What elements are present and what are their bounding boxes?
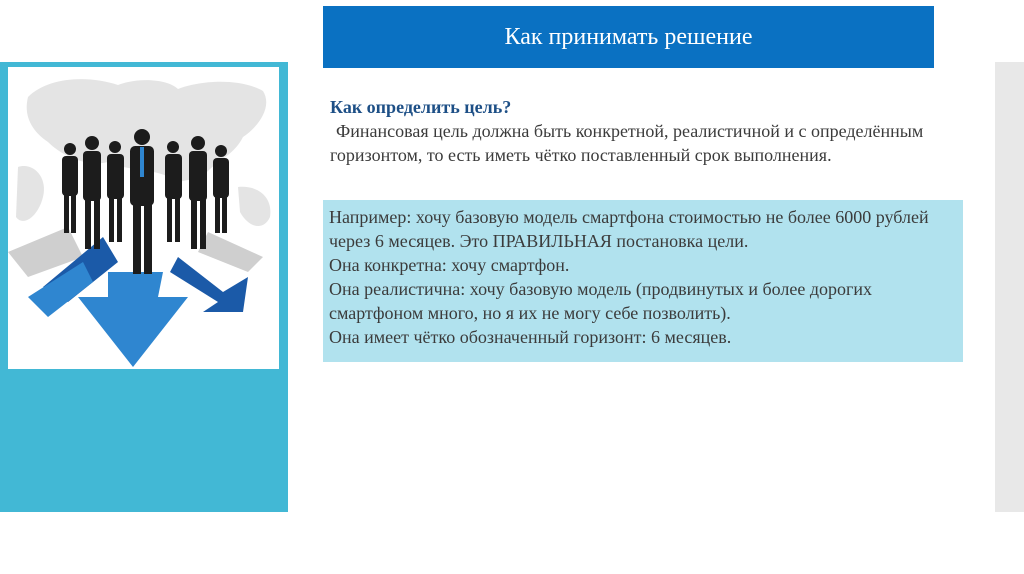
- goal-definition-paragraph: Финансовая цель должна быть конкретной, реалистичной и с определённым горизонтом, то есть иметь чётко поставленный срок выполнения.: [330, 121, 924, 165]
- blue-arrows: [28, 262, 188, 367]
- slide-title: Как принимать решение: [504, 23, 753, 50]
- example-line-1: Например: хочу базовую модель смартфона стоимостью не более 6000 рублей через 6 месяцев. Это ПРАВИЛЬНАЯ постановка цели.: [329, 207, 929, 251]
- right-grey-bar: [995, 62, 1024, 512]
- walking-people-arrows-image: [8, 67, 279, 369]
- goal-question-heading: Как определить цель?: [330, 97, 512, 117]
- business-people-illustration: [8, 67, 279, 369]
- example-line-2: Она конкретна: хочу смартфон.: [329, 255, 570, 275]
- goal-definition-block: [330, 95, 960, 167]
- example-line-3: Она реалистична: хочу базовую модель (продвинутых и более дорогих смартфоном много, но я их не могу себе позволить).: [329, 279, 873, 323]
- left-accent-panel: [0, 62, 288, 512]
- slide-title-bar: [323, 6, 934, 68]
- tie-accent: [140, 147, 144, 177]
- example-line-4: Она имеет чётко обозначенный горизонт: 6 месяцев.: [329, 327, 732, 347]
- example-box: [323, 200, 963, 362]
